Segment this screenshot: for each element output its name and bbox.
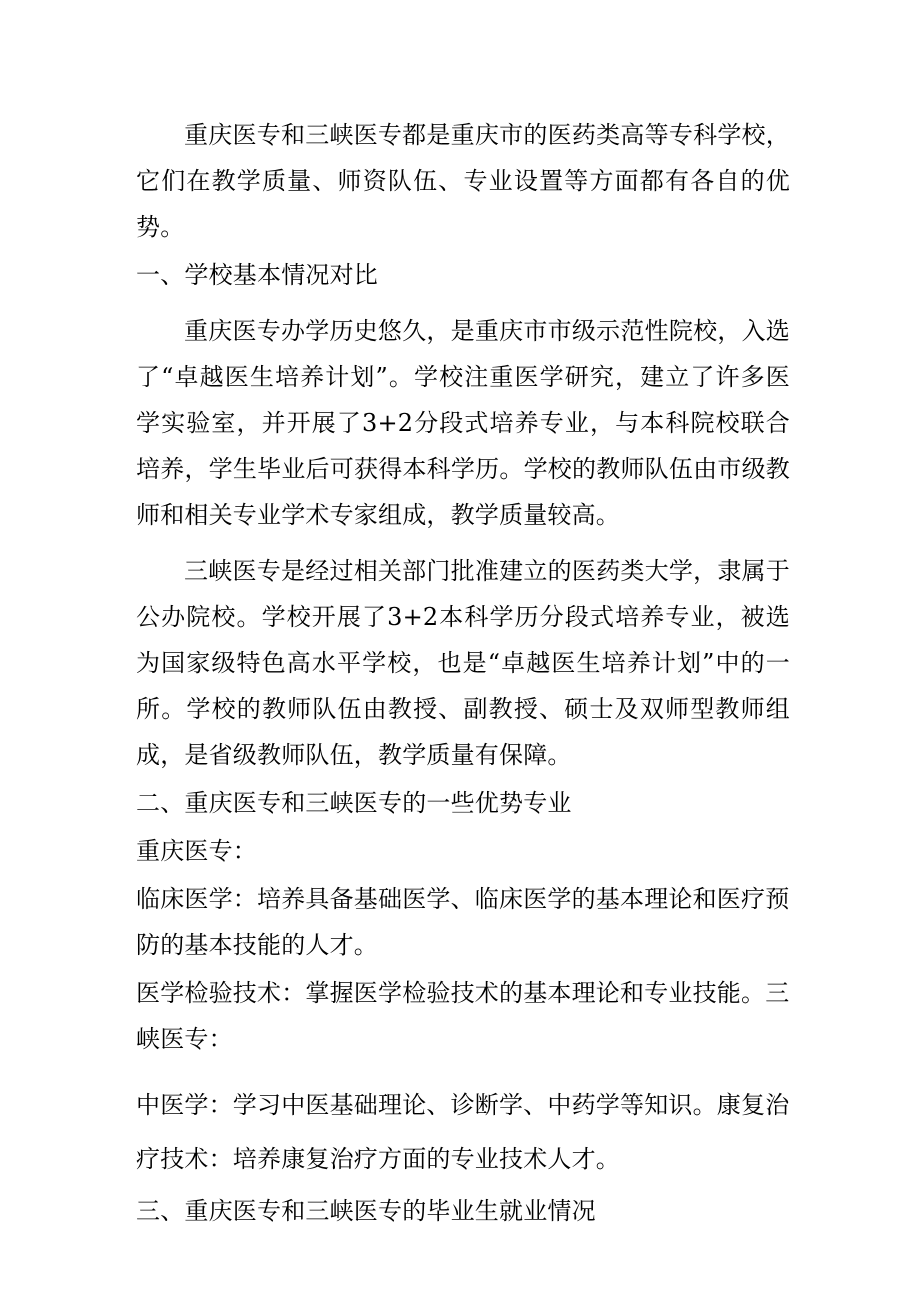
intro-paragraph: 重庆医专和三峡医专都是重庆市的医药类高等专科学校，它们在教学质量、师资队伍、专业设置等方面都有各自的优势。 — [136, 121, 790, 241]
section-heading-3: 三、重庆医专和三峡医专的毕业生就业情况 — [136, 1197, 596, 1225]
lab-technology-item: 医学检验技术：掌握医学检验技术的基本理论和专业技能。三峡医专： — [136, 979, 790, 1053]
tcm-rehab-item: 中医学：学习中医基础理论、诊断学、中药学等知识。康复治疗技术：培养康复治疗方面的专业技术人才。 — [136, 1091, 790, 1173]
sanxia-paragraph: 三峡医专是经过相关部门批准建立的医药类大学，隶属于公办院校。学校开展了3+2本科学历分段式培养专业，被选为国家级特色高水平学校，也是“卓越医生培养计划”中的一所。学校的教师队伍由教授、副教授、硕士及双师型教师组成，是省级教师队伍，教学质量有保障。 — [136, 557, 790, 769]
section-heading-1: 一、学校基本情况对比 — [136, 261, 378, 289]
chongqing-label: 重庆医专： — [136, 837, 257, 865]
document-body — [136, 112, 790, 1234]
clinical-medicine-item: 临床医学：培养具备基础医学、临床医学的基本理论和医疗预防的基本技能的人才。 — [136, 885, 790, 959]
section-heading-2: 二、重庆医专和三峡医专的一些优势专业 — [136, 789, 572, 817]
chongqing-paragraph: 重庆医专办学历史悠久，是重庆市市级示范性院校，入选了“卓越医生培养计划”。学校注重医学研究，建立了许多医学实验室，并开展了3+2分段式培养专业，与本科院校联合培养，学生毕业后可获得本科学历。学校的教师队伍由市级教师和相关专业学术专家组成，教学质量较高。 — [136, 317, 790, 529]
